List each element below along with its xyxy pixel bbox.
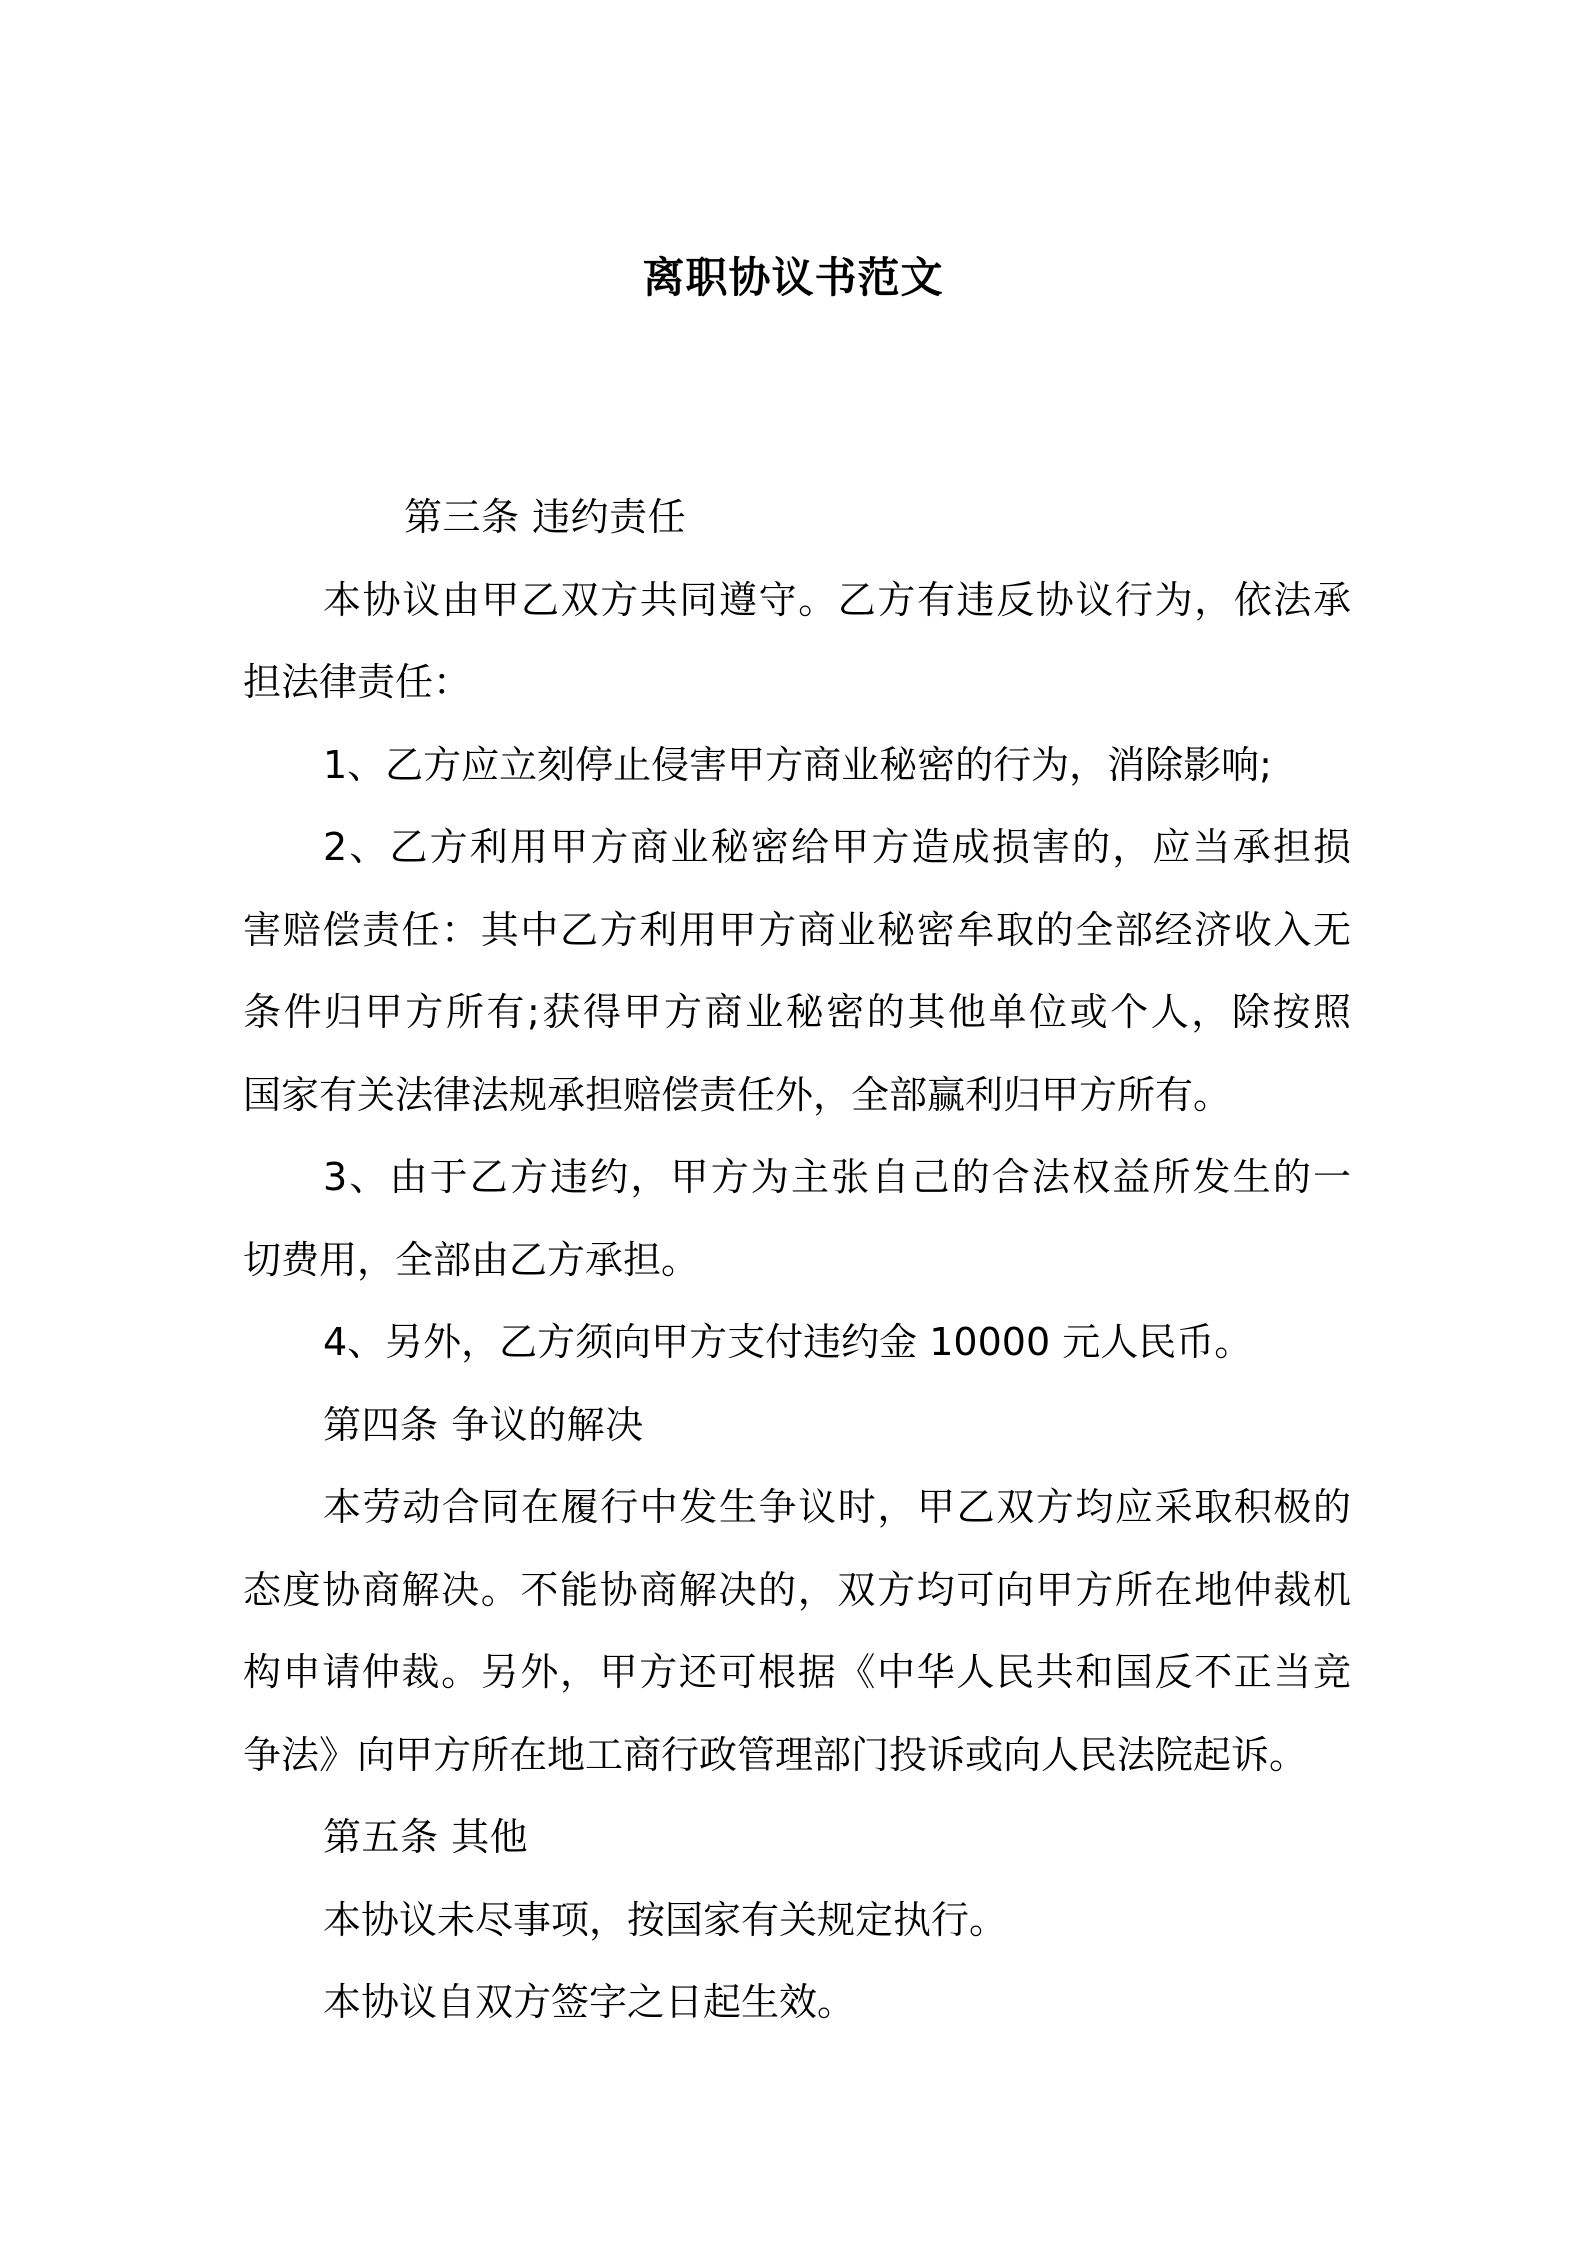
section-heading-article-5: 第五条 其他 (323, 1815, 529, 1859)
list-item-1: 1、乙方应立刻停止侵害甲方商业秘密的行为，消除影响; (323, 742, 1272, 787)
paragraph-line: 本协议由甲乙双方共同遵守。乙方有违反协议行为，依法承 (323, 577, 1351, 622)
paragraph-line: 国家有关法律法规承担赔偿责任外，全部赢利归甲方所有。 (243, 1072, 1232, 1117)
section-heading-article-3: 第三条 违约责任 (404, 495, 687, 539)
paragraph-line: 条件归甲方所有;获得甲方商业秘密的其他单位或个人，除按照 (243, 990, 1351, 1034)
document-title: 离职协议书范文 (642, 253, 944, 302)
paragraph-line: 担法律责任： (243, 660, 472, 704)
paragraph-line: 本协议未尽事项，按国家有关规定执行。 (323, 1897, 1008, 1942)
paragraph-line: 构申请仲裁。另外，甲方还可根据《中华人民共和国反不正当竞 (243, 1650, 1351, 1694)
paragraph-line: 态度协商解决。不能协商解决的，双方均可向甲方所在地仲裁机 (243, 1567, 1351, 1612)
list-item-3: 3、由于乙方违约，甲方为主张自己的合法权益所发生的一 (323, 1155, 1351, 1199)
paragraph-line: 本协议自双方签字之日起生效。 (323, 1980, 856, 2024)
paragraph-line: 害赔偿责任：其中乙方利用甲方商业秘密牟取的全部经济收入无 (243, 907, 1351, 952)
list-item-2: 2、乙方利用甲方商业秘密给甲方造成损害的，应当承担损 (323, 825, 1351, 869)
document-body (243, 476, 1351, 2044)
list-item-4: 4、另外，乙方须向甲方支付违约金 10000 元人民币。 (323, 1320, 1253, 1364)
paragraph-line: 争法》向甲方所在地工商行政管理部门投诉或向人民法院起诉。 (243, 1732, 1308, 1777)
paragraph-line: 本劳动合同在履行中发生争议时，甲乙双方均应采取积极的 (323, 1485, 1351, 1529)
paragraph-line: 切费用，全部由乙方承担。 (243, 1237, 700, 1282)
section-heading-article-4: 第四条 争议的解决 (323, 1402, 644, 1447)
